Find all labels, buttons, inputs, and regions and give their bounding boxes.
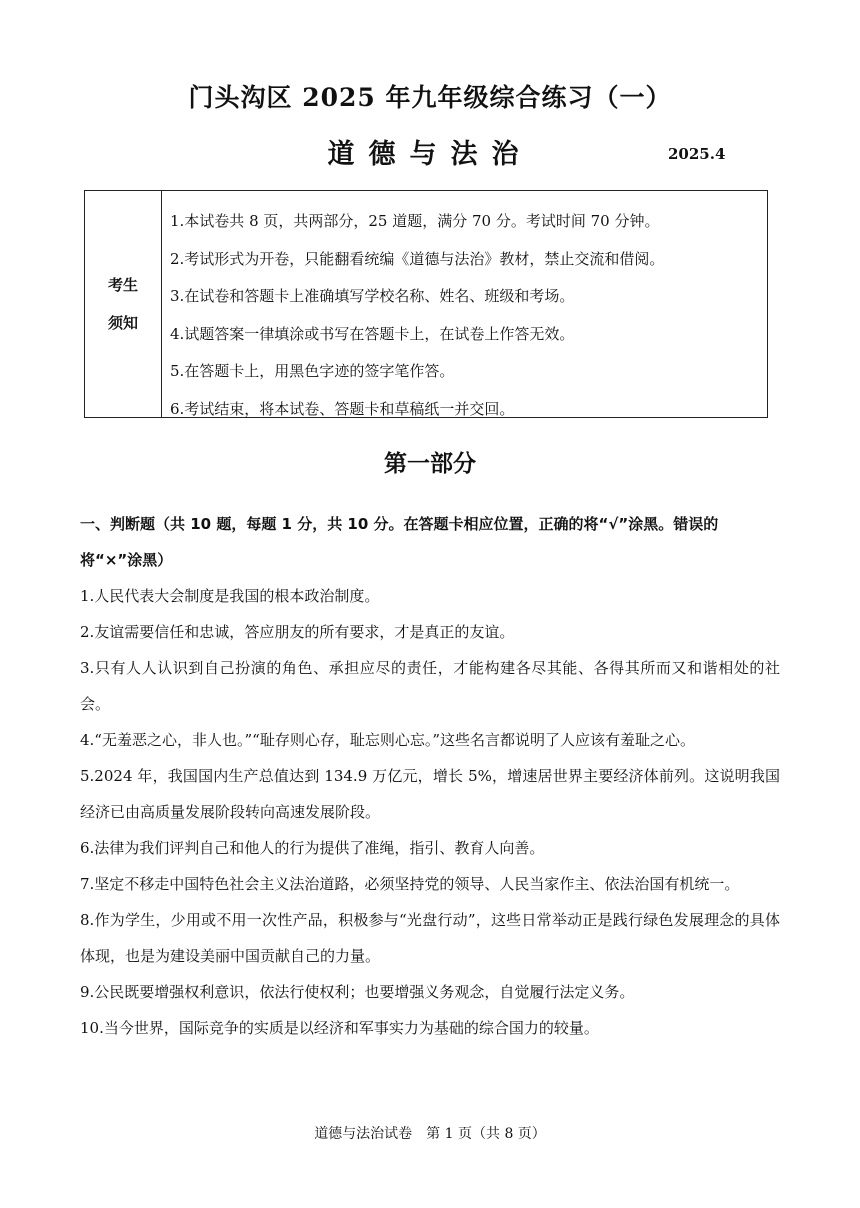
- exam-date: 2025.4: [668, 145, 726, 163]
- question-item: 8.作为学生，少用或不用一次性产品，积极参与“光盘行动”，这些日常举动正是践行绿色发展理念的具体体现，也是为建设美丽中国贡献自己的力量。: [80, 911, 780, 965]
- part-title: 第一部分: [384, 451, 476, 477]
- exam-notice-box: [84, 190, 768, 418]
- subject-title: 道德与法治: [327, 139, 533, 170]
- notice-item: 6.考试结束，将本试卷、答题卡和草稿纸一并交回。: [170, 399, 515, 418]
- notice-label-line1: 考生: [107, 276, 138, 294]
- question-item: 6.法律为我们评判自己和他人的行为提供了准绳，指引、教育人向善。: [80, 839, 545, 857]
- question-item: 1.人民代表大会制度是我国的根本政治制度。: [80, 587, 380, 605]
- question-item: 5.2024 年，我国国内生产总值达到 134.9 万亿元，增长 5%，增速居世界主要经济体前列。这说明我国经济已由高质量发展阶段转向高速发展阶段。: [80, 767, 780, 821]
- notice-item: 2.考试形式为开卷，只能翻看统编《道德与法治》教材，禁止交流和借阅。: [170, 249, 665, 268]
- notice-item: 4.试题答案一律填涂或书写在答题卡上，在试卷上作答无效。: [170, 324, 575, 343]
- question-item: 9.公民既要增强权利意识，依法行使权利；也要增强义务观念，自觉履行法定义务。: [80, 983, 635, 1001]
- question-item: 10.当今世界，国际竞争的实质是以经济和军事实力为基础的综合国力的较量。: [80, 1019, 599, 1037]
- notice-item: 1.本试卷共 8 页，共两部分，25 道题，满分 70 分。考试时间 70 分钟。: [170, 212, 660, 230]
- notice-label-line2: 须知: [107, 314, 138, 332]
- notice-items: [162, 191, 767, 417]
- question-item: 4.“无羞恶之心，非人也。”“耻存则心存，耻忘则心忘。”这些名言都说明了人应该有羞耻之心。: [80, 731, 695, 749]
- section-heading: 一、判断题（共 10 题，每题 1 分，共 10 分。在答题卡相应位置，正确的将“√”涂黑。错误的将“×”涂黑）: [80, 515, 719, 569]
- notice-item: 5.在答题卡上，用黑色字迹的签字笔作答。: [170, 362, 455, 380]
- question-item: 7.坚定不移走中国特色社会主义法治道路，必须坚持党的领导、人民当家作主、依法治国有机统一。: [80, 875, 740, 893]
- question-item: 3.只有人人认识到自己扮演的角色、承担应尽的责任，才能构建各尽其能、各得其所而又和谐相处的社会。: [80, 659, 780, 713]
- notice-item: 3.在试卷和答题卡上准确填写学校名称、姓名、班级和考场。: [170, 287, 575, 305]
- exam-title: 门头沟区 2025 年九年级综合练习（一）: [188, 83, 672, 112]
- question-section: [80, 506, 780, 1046]
- question-item: 2.友谊需要信任和忠诚，答应朋友的所有要求，才是真正的友谊。: [80, 623, 515, 641]
- notice-label: [85, 191, 162, 417]
- page-footer: 道德与法治试卷 第 1 页（共 8 页）: [314, 1126, 546, 1142]
